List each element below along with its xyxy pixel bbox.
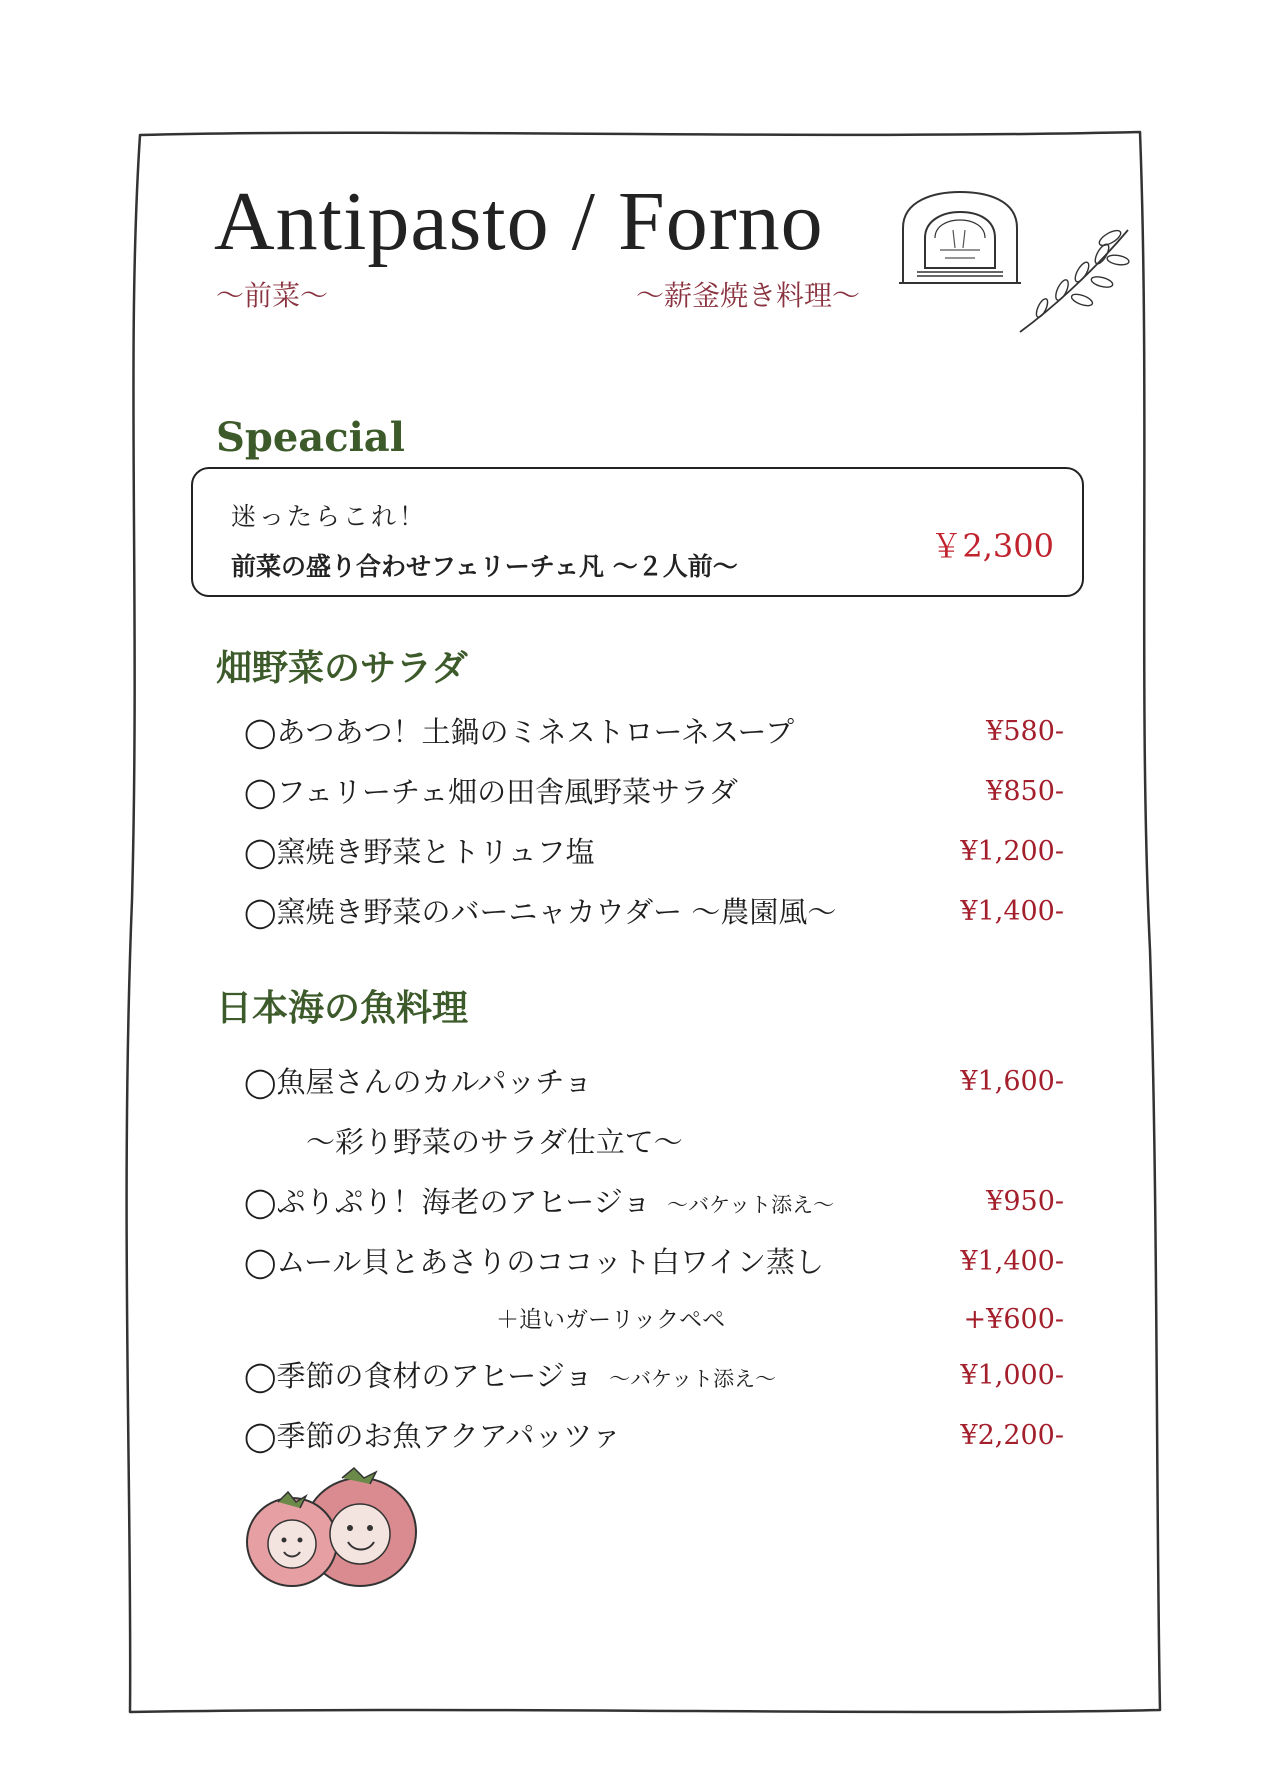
menu-item-price: ¥1,400- — [960, 896, 1064, 927]
menu-item — [244, 772, 1064, 812]
menu-item-note: ～バケット添え～ — [667, 1193, 835, 1217]
menu-item-addon-price: +¥600- — [963, 1304, 1064, 1335]
menu-item-price: ¥1,200- — [960, 836, 1064, 867]
section-heading-salad: 畑野菜のサラダ — [216, 647, 468, 689]
section-heading-fish: 日本海の魚料理 — [216, 987, 469, 1029]
menu-item-name: ◯あつあつ！土鍋のミネストローネスープ — [244, 715, 795, 749]
menu-item-price: ¥1,400- — [960, 1246, 1064, 1277]
menu-item-addon: ＋追いガーリックペペ — [496, 1307, 726, 1333]
menu-item-price: ¥2,200- — [960, 1420, 1064, 1451]
section-heading-special: Speacial — [216, 414, 405, 461]
tomato-mascot-icon — [242, 1460, 422, 1595]
menu-item-price: ¥950- — [986, 1186, 1064, 1217]
special-box — [191, 467, 1084, 597]
menu-item-name: ◯フェリーチェ畑の田舎風野菜サラダ — [244, 775, 738, 809]
special-intro: 迷ったらこれ！ — [231, 502, 428, 531]
menu-item — [244, 1356, 1064, 1396]
menu-item-name: ◯季節のお魚アクアパッツァ — [244, 1419, 621, 1453]
menu-item-price: ¥1,000- — [960, 1360, 1064, 1391]
menu-item — [244, 1416, 1064, 1456]
special-item-price: ￥2,300 — [930, 527, 1054, 565]
menu-item-name — [244, 1356, 776, 1399]
menu-item-price: ¥1,600- — [960, 1066, 1064, 1097]
menu-item-name: ◯魚屋さんのカルパッチョ — [244, 1065, 593, 1099]
special-item-name: 前菜の盛り合わせフェリーチェ凡 ～２人前～ — [231, 552, 738, 581]
menu-item — [244, 832, 1064, 872]
menu-item-name: ◯ムール貝とあさりのココット白ワイン蒸し — [244, 1245, 824, 1279]
menu-item-name: ◯窯焼き野菜とトリュフ塩 — [244, 835, 595, 869]
herb-sprig-icon — [1010, 220, 1140, 340]
menu-item — [244, 712, 1064, 752]
subtitle-antipasto: ～前菜～ — [216, 279, 329, 312]
subtitle-forno: ～薪釜焼き料理～ — [636, 279, 861, 312]
oven-icon — [895, 188, 1025, 288]
page-title: Antipasto / Forno — [214, 175, 824, 268]
menu-item — [244, 892, 1064, 932]
menu-item-name-text: ◯ぷりぷり！海老のアヒージョ — [244, 1185, 652, 1219]
menu-item — [244, 1182, 1064, 1222]
menu-item-name: ◯窯焼き野菜のバーニャカウダー ～農園風～ — [244, 895, 837, 929]
menu-item-price: ¥850- — [986, 776, 1064, 807]
menu-item — [244, 1062, 1064, 1102]
menu-item — [244, 1242, 1064, 1282]
menu-item-name-text: ◯季節の食材のアヒージョ — [244, 1359, 594, 1393]
menu-item-subtitle: ～彩り野菜のサラダ仕立て～ — [306, 1125, 683, 1159]
menu-item-price: ¥580- — [986, 716, 1064, 747]
menu-item-name — [244, 1182, 834, 1225]
menu-item-note: ～バケット添え～ — [609, 1367, 777, 1391]
